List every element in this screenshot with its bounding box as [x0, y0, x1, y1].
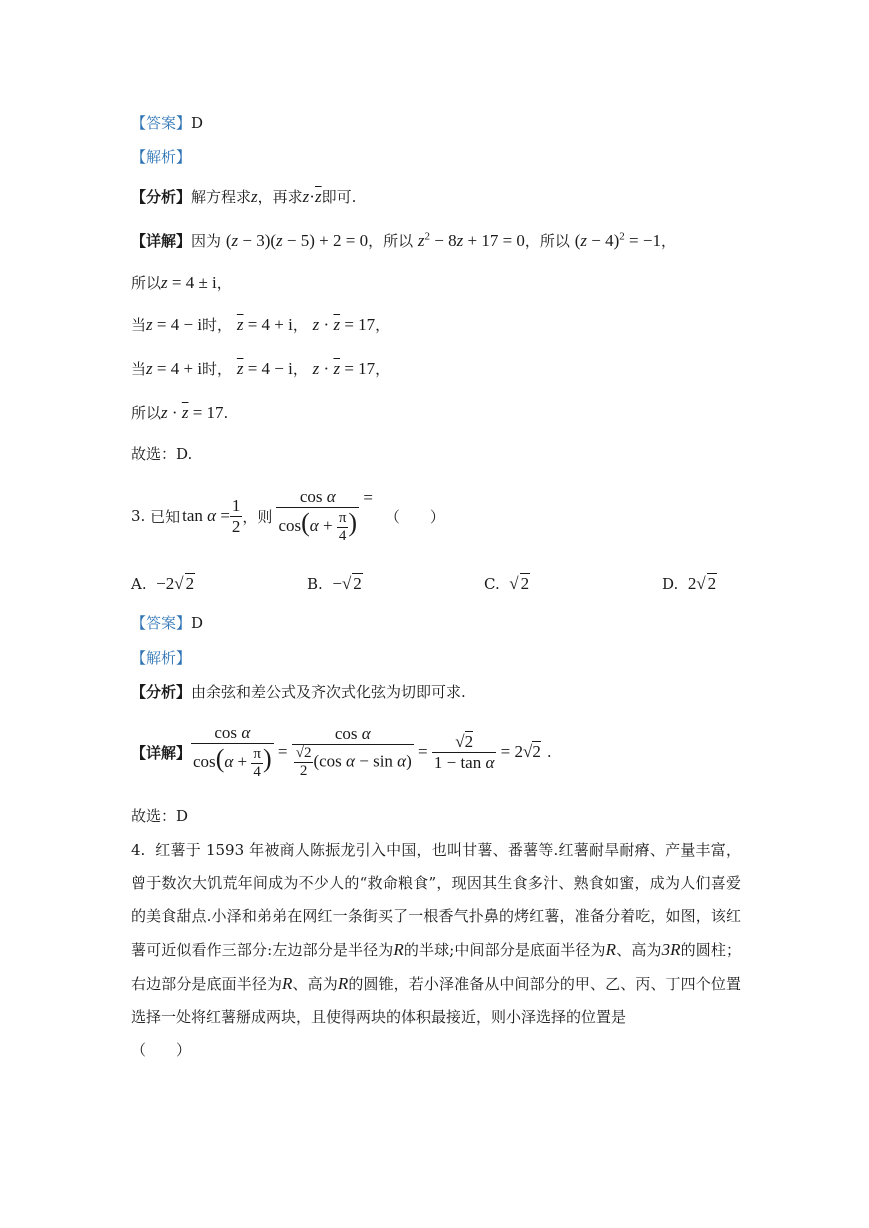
equation: $z \cdot \overline{z} = 17$	[312, 359, 376, 378]
answer-blank: （ ）	[131, 1041, 192, 1059]
answer-tag: 【答案】	[131, 114, 192, 132]
analysis-tag: 【解析】	[131, 148, 192, 166]
equation: cos α $\frac{√2}{2}$ (cos α − sin α)	[292, 724, 414, 780]
detail-text: 所以	[131, 404, 162, 422]
q3-answer-line	[131, 612, 203, 633]
var-3R: 3R	[661, 940, 681, 959]
fenxi-text: 解方程求	[191, 188, 252, 206]
q3-stem: 3. 已知 tan α = $\frac{1}{2}$ ，则 cos α cos(α + $\frac{\pi}{4}$ ) = （ ）	[131, 487, 445, 544]
detail-text: 当	[131, 360, 147, 378]
option-a: A. −2√ 2	[131, 574, 195, 593]
detail-text: 所以	[131, 274, 162, 292]
answer-value: D	[191, 114, 204, 132]
equation: $\overline{z} = 4 + i$	[236, 315, 293, 334]
option-radicand: 2	[353, 574, 362, 593]
question-number: 3.	[131, 507, 146, 525]
var-R: R	[337, 974, 349, 993]
equation: tan α =	[182, 506, 230, 525]
option-coef: 2	[687, 574, 697, 593]
q3-conclusion: 故选：D	[131, 807, 189, 825]
detail-text: 因为	[191, 232, 222, 250]
fraction-cos-ratio: cos α cos(α + $\frac{\pi}{4}$ )	[278, 487, 358, 544]
equation: $z \cdot \overline{z} = 17$	[312, 315, 376, 334]
option-coef: −	[332, 574, 342, 593]
q3-detail-line: 【详解】 cos α cos(α + $\frac{\pi}{4}$ ) = cos α $\frac{√2}{2}$ (cos α − sin α) = $\frac{√2}{\text{1 − tan α}}$ = 2√2 .	[131, 723, 552, 780]
q2-detail-line-5: 所以$z \cdot \overline{z} = 17$.	[131, 403, 229, 422]
equation: z = 4 + i	[146, 359, 203, 378]
equation: z = 4 − i	[146, 315, 203, 334]
option-letter: D.	[662, 575, 679, 593]
detail-tag: 【详解】	[131, 232, 192, 250]
equation: $z \cdot \overline{z} = 17$	[161, 403, 224, 422]
answer-value: D	[191, 614, 204, 632]
question-number: 4.	[131, 841, 146, 859]
option-letter: A.	[131, 575, 147, 593]
var-R: R	[393, 940, 404, 959]
option-c: C. √ 2	[484, 574, 530, 593]
equation: cos α cos(α + $\frac{\pi}{4}$ )	[193, 723, 272, 780]
equation: $\frac{√2}{\text{1 − tan α}}$	[433, 731, 495, 772]
answer-blank: （ ）	[384, 507, 445, 526]
var-R: R	[282, 974, 293, 993]
stem-text: 红薯于 1593 年被商人陈振龙引入中国，也叫甘薯、番薯等.红薯耐旱耐瘠、产量丰富，曾于数次大饥荒年间成为不少人的“救命粮食”，现因其生食多汁、熟食如蜜，成为人们喜爱的美食甜点.小泽和弟弟在网红一条街买了一根香气扑鼻的烤红薯，准备分着吃，如图，该红薯可近似看作三部分:左边部分是半径为	[131, 841, 741, 959]
option-radicand: 2	[520, 574, 530, 593]
option-radicand: 2	[185, 574, 195, 593]
fenxi-tag: 【分析】	[131, 188, 192, 206]
q2-conclusion: 故选：D.	[131, 445, 193, 463]
answer-tag: 【答案】	[131, 614, 192, 632]
detail-text: ，所以	[368, 232, 414, 250]
detail-text: 时，	[202, 360, 233, 378]
equation: $\overline{z} = 4 - i$	[236, 359, 293, 378]
equation: $z^2 - 8z + 17 = 0$	[417, 230, 525, 250]
analysis-tag: 【解析】	[131, 649, 192, 667]
fenxi-tag: 【分析】	[131, 683, 192, 701]
stem-text: 的圆柱；右边部分是底面半径为	[131, 941, 741, 993]
stem-text: 的圆锥，若小泽准备从中间部分的甲、乙、丙、丁四个位置选择一处将红薯掰成两块，且使得两块的体积最接近，则小泽选择的位置是	[131, 975, 741, 1026]
fenxi-text: ，再求	[257, 188, 303, 206]
stem-text: ，则	[242, 507, 273, 526]
option-coef: −2	[156, 574, 175, 593]
option-radicand: 2	[707, 574, 717, 593]
equation: z = 4 ± i	[161, 273, 217, 292]
q4-stem	[131, 834, 741, 1067]
var-R: R	[605, 940, 617, 959]
option-letter: B.	[307, 575, 323, 593]
stem-text: 的半球;中间部分是底面半径为	[403, 941, 606, 959]
option-b: B. −√ 2	[307, 574, 362, 593]
detail-tag: 【详解】	[131, 743, 192, 762]
q2-detail-line-1: 【详解】因为 (z − 3)(z − 5) + 2 = 0，所以 $z^2 - 8z + 17 = 0$，所以 $(z - 4)^2 = -1$，	[131, 230, 676, 250]
stem-text: 已知	[150, 507, 181, 526]
q3-fenxi-line	[131, 681, 466, 702]
equation: $(z - 4)^2 = -1$	[574, 230, 661, 250]
stem-text: 、高为	[616, 941, 662, 959]
option-letter: C.	[484, 575, 500, 593]
option-d: D. 2√ 2	[662, 574, 717, 593]
fraction-one-half: $\frac{1}{2}$	[231, 495, 241, 536]
stem-text: 、高为	[292, 975, 338, 993]
q2-detail-line-2: 所以z = 4 ± i，	[131, 273, 232, 292]
fenxi-text: 即可.	[321, 188, 357, 206]
equation: (z − 3)(z − 5) + 2 = 0	[225, 231, 369, 250]
q2-answer-line	[131, 112, 203, 133]
q2-detail-line-4: 当z = 4 + i时， $\overline{z} = 4 - i$， $z \cdot \overline{z} = 17$，	[131, 359, 391, 378]
detail-text: 时，	[202, 316, 233, 334]
fenxi-text: 由余弦和差公式及齐次式化弦为切即可求.	[191, 683, 466, 701]
detail-text: ，所以	[524, 232, 570, 250]
q2-fenxi-line: 【分析】解方程求z，再求$z\cdot\overline{z}$即可.	[131, 187, 357, 206]
q2-detail-line-3: 当z = 4 − i时， $\overline{z} = 4 + i$， $z \cdot \overline{z} = 17$，	[131, 315, 391, 334]
detail-text: 当	[131, 316, 147, 334]
